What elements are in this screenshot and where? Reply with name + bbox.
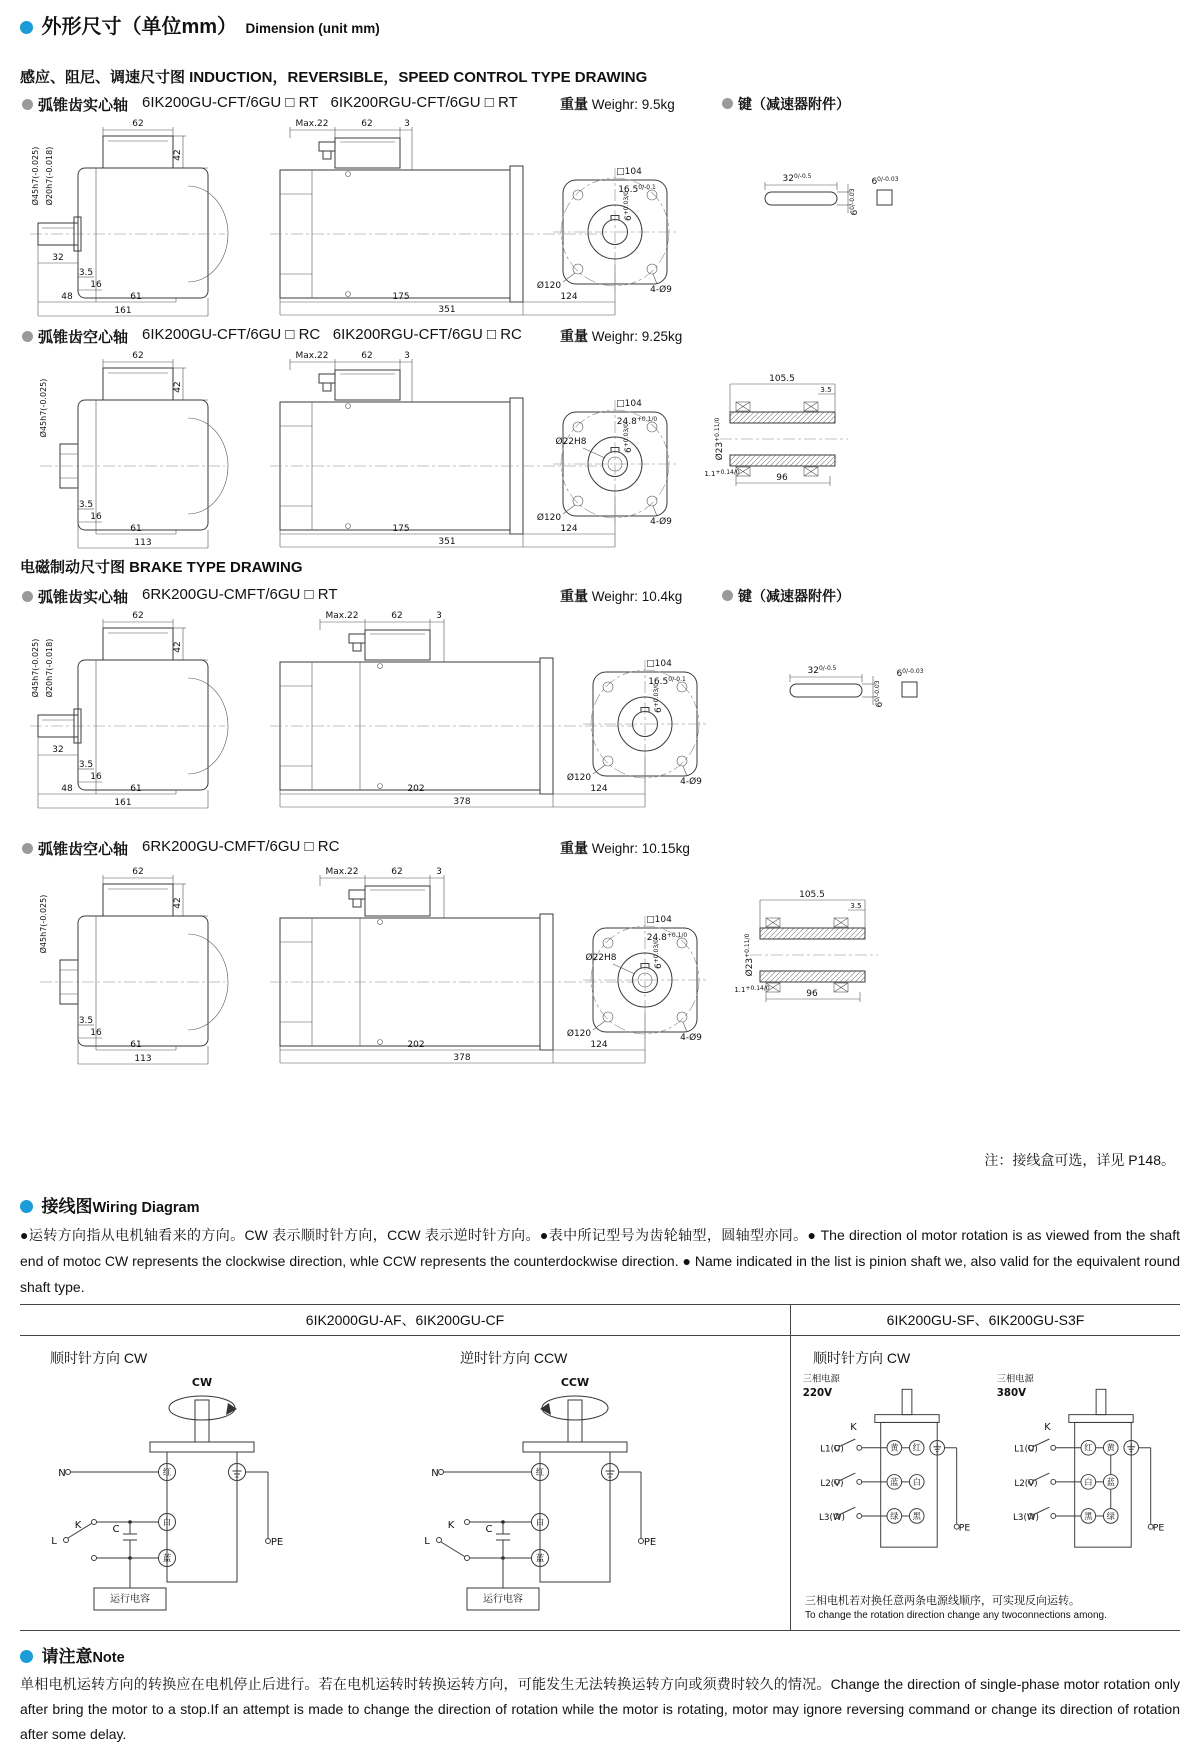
dim: Max.22 (325, 611, 359, 621)
dim: 42 (173, 381, 183, 393)
dim: 4-Ø9 (650, 285, 672, 295)
dim: 62 (391, 867, 403, 877)
brake-section-title: 电磁制动尺寸图 BRAKE TYPE DRAWING (20, 559, 303, 576)
dim: $32^{0/-0.5}$ (782, 173, 812, 184)
dim: Ø45h7(-0.025) (39, 894, 48, 954)
dim: 3.5 (78, 760, 94, 770)
dim: 42 (173, 641, 183, 653)
dim: 32 (52, 253, 64, 263)
pe-label: PE (643, 1537, 657, 1548)
terminal-l-label: L (424, 1536, 430, 1547)
dim: 124 (560, 292, 578, 302)
dim: 105.5 (769, 374, 795, 384)
dim: Max.22 (325, 867, 359, 877)
dim: $6^{0/-0.03}$ (849, 188, 860, 216)
dim: 62 (132, 611, 144, 621)
dim: 48 (61, 292, 73, 302)
drawing1-weight: 重量 Weighr: 9.5kg (560, 96, 675, 112)
dim: Ø120 (566, 773, 592, 783)
gray-bullet-icon (722, 98, 733, 109)
drawing2-models: 6IK200GU-CFT/6GU □ RC 6IK200RGU-CFT/6GU □ RC (142, 326, 522, 343)
rotation-label: CW (191, 1376, 213, 1389)
drawing-induction-hollow (30, 346, 1170, 554)
capacitor-c-label: C (112, 1524, 120, 1535)
l2-label: L2(V) (1014, 1478, 1038, 1489)
dim: 378 (453, 1053, 471, 1063)
cw-direction-label: 顺时针方向 CW (50, 1350, 148, 1366)
wiring-title (20, 1192, 199, 1217)
dim: 124 (560, 524, 578, 534)
terminal: 蓝 (1106, 1476, 1115, 1487)
note-text: 单相电机运转方向的转换应在电机停止后进行。若在电机运转时转换运转方向，可能发生无法转换运转方向或须费时较久的情况。Change the direction of single-phase motor rotation only after bring the motor to a stop.If an attempt is made to change the direction of rotation while the motor is rotating, motor may ignore reversing command or change its direction of rotation after some delay. (20, 1676, 1180, 1742)
pe-label: PE (1152, 1522, 1165, 1534)
rotation-label: CCW (560, 1376, 590, 1389)
dim: 124 (590, 1040, 608, 1050)
three-phase-note-en: To change the rotation direction change any twoconnections among. (805, 1610, 1107, 1621)
three-phase-note-cn: 三相电机若对换任意两条电源线顺序，可实现反向运转。 (805, 1595, 1080, 1607)
drawing4-name: 弧锥齿空心轴 (22, 838, 128, 859)
dim: 61 (130, 1040, 142, 1050)
dim: Ø20h7(-0.018) (45, 146, 54, 206)
terminal: 黑 (1084, 1510, 1093, 1521)
dim: 3.5 (78, 1016, 94, 1026)
note-title-en: Note (92, 1650, 125, 1666)
dim: 3 (436, 867, 442, 877)
dim: Ø20h7(-0.018) (45, 638, 54, 698)
dim: □104 (616, 167, 642, 177)
dim: $6^{0/-0.03}$ (874, 680, 885, 708)
dim: Ø45h7(-0.025) (39, 378, 48, 438)
dim: 62 (361, 119, 373, 129)
page-title-cn: 外形尺寸（单位mm） (41, 16, 238, 38)
dim: 378 (453, 797, 471, 807)
dim: 48 (61, 784, 73, 794)
dim: 42 (173, 149, 183, 161)
dim: Ø22H8 (585, 953, 617, 963)
dim: Ø45h7(-0.025) (31, 638, 40, 698)
blue-bullet-icon (20, 1650, 33, 1663)
three-phase-cell (791, 1336, 1180, 1630)
dim: 96 (776, 473, 788, 483)
dim: 61 (130, 524, 142, 534)
wiring-intro: ●运转方向指从电机轴看来的方向。CW 表示顺时针方向，CCW 表示逆时针方向。●表中所记型号为齿轮轴型，圆轴型亦同。● The direction ol motor rotation is as viewed from the shaft end of motoc CW represents the clockwise direction, whle CCW represents the counterdockwise direction. ● Name indicated in the list is pinion shaft we, also valid for the equivalent round shaft type. (20, 1227, 1180, 1295)
dim: 202 (407, 1040, 425, 1050)
drawing4-weight: 重量 Weighr: 10.15kg (560, 840, 690, 856)
dim: 4-Ø9 (650, 517, 672, 527)
dim: $6^{0/-0.03}$ (896, 668, 924, 679)
dim: 3 (436, 611, 442, 621)
drawing3-models: 6RK200GU-CMFT/6GU □ RT (142, 586, 338, 603)
single-phase-cw-diagram (32, 1372, 372, 1622)
dim: 175 (392, 524, 410, 534)
front-view (567, 915, 707, 1043)
drawing1-name: 弧锥齿实心轴 (22, 94, 128, 115)
dim: 202 (407, 784, 425, 794)
terminal-white: 白 (535, 1518, 545, 1528)
junction-box-note: 注：接线盒可选，详见 P148。 (984, 1152, 1175, 1168)
drawing2-name: 弧锥齿空心轴 (22, 326, 128, 347)
terminal: 白 (912, 1476, 921, 1487)
terminal: 蓝 (890, 1476, 899, 1487)
dim: Ø120 (536, 281, 562, 291)
dim: Ø22H8 (555, 437, 587, 447)
dim: □104 (616, 399, 642, 409)
terminal: 黄 (1106, 1442, 1115, 1453)
drawing3-name: 弧锥齿实心轴 (22, 586, 128, 607)
terminal: 黑 (912, 1510, 921, 1521)
induction-section-title: 感应、阻尼、调速尺寸图 INDUCTION，REVERSIBLE，SPEED CONTROL TYPE DRAWING (20, 69, 648, 86)
dim: 96 (806, 989, 818, 999)
single-phase-ccw-diagram (405, 1372, 745, 1622)
dim: 16 (90, 772, 102, 782)
dim: 62 (132, 867, 144, 877)
terminal-l-label: L (51, 1536, 57, 1547)
dim: 3.5 (850, 902, 862, 910)
drawing2-weight: 重量 Weighr: 9.25kg (560, 328, 683, 344)
note-title (20, 1642, 125, 1667)
note-title-cn: 请注意 (41, 1647, 93, 1666)
dim: 351 (438, 537, 456, 547)
terminal: 白 (1084, 1476, 1093, 1487)
dim: 16 (90, 512, 102, 522)
dim: Max.22 (295, 351, 329, 361)
supply-label: 三相电源 (996, 1373, 1034, 1385)
drawing1-key-label: 键（减速器附件） (722, 94, 850, 114)
pe-label: PE (270, 1537, 284, 1548)
dim: $24.8^{+0.1/0}$ (616, 416, 658, 427)
hollow-shaft-section (734, 890, 878, 1002)
switch-k-label: K (850, 1422, 857, 1434)
left-view (30, 119, 228, 316)
dim: 3 (404, 119, 410, 129)
terminal-n-label: N (58, 1468, 66, 1479)
l3-label: L3(W) (1013, 1512, 1039, 1523)
front-view (537, 167, 677, 295)
dim: 3.5 (78, 268, 94, 278)
front-view (567, 659, 707, 787)
switch-k-label: K (447, 1520, 455, 1531)
capacitor-c-label: C (485, 1524, 493, 1535)
drawing4-label-row (0, 838, 1200, 858)
dim: 4-Ø9 (680, 777, 702, 787)
dim: 62 (132, 351, 144, 361)
dim: 16 (90, 1028, 102, 1038)
switch-k-label: K (74, 1520, 82, 1531)
drawing3-key-label: 键（减速器附件） (722, 586, 850, 606)
dim: 105.5 (799, 890, 825, 900)
terminal: 黄 (890, 1442, 899, 1453)
terminal-red: 红 (162, 1468, 172, 1478)
l3-label: L3(W) (819, 1512, 845, 1523)
dim: $Ø23^{+0.11/0}$ (714, 417, 725, 461)
wiring-title-cn: 接线图 (41, 1197, 93, 1216)
dim: 62 (132, 119, 144, 129)
dim: $16.5^{0/-0.1}$ (618, 184, 656, 195)
drawing3-label-row (0, 586, 1200, 606)
gray-bullet-icon (22, 99, 33, 110)
gray-bullet-icon (22, 591, 33, 602)
dim: 113 (134, 538, 152, 548)
dim: $6^{0/-0.03}$ (871, 176, 899, 187)
voltage-label: 380V (996, 1388, 1026, 1400)
run-capacitor-label: 运行电容 (110, 1594, 150, 1605)
dim: $16.5^{0/-0.1}$ (648, 676, 686, 687)
dim: 113 (134, 1054, 152, 1064)
dim: 3.5 (820, 386, 832, 394)
dim: 61 (130, 292, 142, 302)
hollow-shaft-section (704, 374, 848, 486)
dim: 4-Ø9 (680, 1033, 702, 1043)
terminal-blue: 蓝 (162, 1554, 172, 1564)
drawing4-models: 6RK200GU-CMFT/6GU □ RC (142, 838, 340, 855)
dim: 161 (114, 306, 132, 316)
drawing-brake-hollow (30, 862, 1170, 1070)
terminal: 绿 (890, 1510, 899, 1521)
gray-bullet-icon (22, 843, 33, 854)
pe-label: PE (958, 1522, 971, 1534)
three-phase-380v-diagram (987, 1368, 1177, 1586)
dim: 1.1+0.14/0 (734, 985, 770, 994)
page-title-en: Dimension (unit mm) (245, 21, 380, 36)
dim: $Ø23^{+0.11/0}$ (744, 933, 755, 977)
dim: 351 (438, 305, 456, 315)
left-view (38, 867, 228, 1064)
gray-bullet-icon (722, 590, 733, 601)
supply-label: 三相电源 (802, 1373, 840, 1385)
switch-k-label: K (1044, 1422, 1051, 1434)
left-view (38, 351, 228, 548)
l1-label: L1(U) (820, 1444, 844, 1455)
wiring-table (20, 1304, 1180, 1631)
dim: □104 (646, 659, 672, 669)
terminal-n-label: N (431, 1468, 439, 1479)
dim: Max.22 (295, 119, 329, 129)
terminal: 红 (1084, 1442, 1093, 1453)
dim: $6^{+0.03/0}$ (623, 191, 634, 221)
wiring-table-header (20, 1305, 1180, 1336)
ccw-direction-label: 逆时针方向 CCW (460, 1350, 568, 1366)
dim: $32^{0/-0.5}$ (807, 665, 837, 676)
gray-bullet-icon (22, 331, 33, 342)
drawing3-weight: 重量 Weighr: 10.4kg (560, 588, 683, 604)
dim: 61 (130, 784, 142, 794)
terminal: 绿 (1106, 1510, 1115, 1521)
dim: 1.1+0.14/0 (704, 469, 740, 478)
l2-label: L2(V) (820, 1478, 844, 1489)
dim: 3 (404, 351, 410, 361)
terminal-red: 红 (535, 1468, 545, 1478)
drawing1-models: 6IK200GU-CFT/6GU □ RT 6IK200RGU-CFT/6GU □ RT (142, 94, 518, 111)
dim: 42 (173, 897, 183, 909)
key-drawing (765, 173, 899, 216)
front-view (537, 399, 677, 527)
dim: $6^{+0.03/0}$ (623, 423, 634, 453)
left-view (30, 611, 228, 808)
l1-label: L1(U) (1014, 1444, 1038, 1455)
run-capacitor-label: 运行电容 (483, 1594, 523, 1605)
dim: 62 (361, 351, 373, 361)
dim: □104 (646, 915, 672, 925)
dim: 3.5 (78, 500, 94, 510)
cw-direction-label: 顺时针方向 CW (813, 1350, 911, 1366)
terminal: 红 (912, 1442, 921, 1453)
dim: 16 (90, 280, 102, 290)
blue-bullet-icon (20, 21, 33, 34)
dim: $6^{+0.03/0}$ (653, 939, 664, 969)
voltage-label: 220V (802, 1388, 832, 1400)
drawing1-label-row (0, 94, 1200, 114)
blue-bullet-icon (20, 1200, 33, 1213)
wiring-col1-header: 6IK2000GU-AF、6IK200GU-CF (20, 1305, 791, 1335)
wiring-col2-header: 6IK200GU-SF、6IK200GU-S3F (886, 1312, 1085, 1328)
dim: 161 (114, 798, 132, 808)
three-phase-220v-diagram (793, 1368, 983, 1586)
key-drawing (790, 665, 924, 708)
dim: 175 (392, 292, 410, 302)
dim: Ø120 (536, 513, 562, 523)
drawing-induction-solid (30, 114, 1170, 322)
dim: Ø45h7(-0.025) (31, 146, 40, 206)
dim: $24.8^{+0.1/0}$ (646, 932, 688, 943)
dim: Ø120 (566, 1029, 592, 1039)
drawing-brake-solid (30, 606, 1170, 814)
terminal-blue: 蓝 (535, 1554, 545, 1564)
dim: 124 (590, 784, 608, 794)
dim: 62 (391, 611, 403, 621)
dim: 32 (52, 745, 64, 755)
wiring-title-en: Wiring Diagram (92, 1200, 200, 1216)
single-phase-cell (20, 1336, 791, 1630)
terminal-white: 白 (162, 1518, 172, 1528)
dim: $6^{+0.03/0}$ (653, 683, 664, 713)
drawing2-label-row (0, 326, 1200, 346)
page-title (20, 10, 380, 39)
